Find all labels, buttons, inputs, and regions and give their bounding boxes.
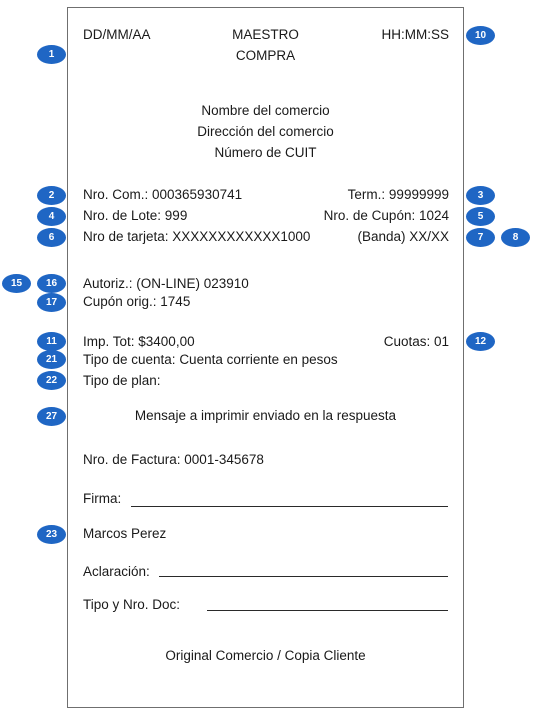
field-term: Term.: 99999999 <box>347 187 449 202</box>
callout-badge: 17 <box>37 293 66 312</box>
callout-badge: 12 <box>466 332 495 351</box>
callout-badge: 22 <box>37 371 66 390</box>
field-lote: Nro. de Lote: 999 <box>83 208 188 223</box>
field-banda: (Banda) XX/XX <box>357 229 449 244</box>
callout-badge: 16 <box>37 274 66 293</box>
callout-badge: 11 <box>37 332 66 351</box>
field-autoriz: Autoriz.: (ON-LINE) 023910 <box>83 276 249 291</box>
callout-badge: 4 <box>37 207 66 226</box>
field-imp-tot: Imp. Tot: $3400,00 <box>83 334 195 349</box>
callout-badge: 8 <box>501 228 530 247</box>
aclaracion-line <box>159 576 448 577</box>
header-time: HH:MM:SS <box>381 27 449 42</box>
callout-badge: 10 <box>466 26 495 45</box>
field-tipo-cuenta: Tipo de cuenta: Cuenta corriente en pesos <box>83 352 338 367</box>
header-transaction-type: COMPRA <box>235 48 296 63</box>
callout-badge: 15 <box>2 274 31 293</box>
callout-badge: 27 <box>37 407 66 426</box>
firma-label: Firma: <box>83 491 122 506</box>
merchant-name: Nombre del comercio <box>201 103 330 118</box>
callout-badge: 1 <box>37 45 66 64</box>
field-tipo-plan: Tipo de plan: <box>83 373 161 388</box>
doc-line <box>207 610 448 611</box>
field-cupon: Nro. de Cupón: 1024 <box>323 208 449 223</box>
cardholder-name: Marcos Perez <box>83 526 167 541</box>
footer-copy-text: Original Comercio / Copia Cliente <box>165 648 366 663</box>
callout-badge: 6 <box>37 228 66 247</box>
callout-badge: 7 <box>466 228 495 247</box>
merchant-cuit: Número de CUIT <box>214 145 317 160</box>
callout-badge: 5 <box>466 207 495 226</box>
callout-badge: 2 <box>37 186 66 205</box>
callout-badge: 21 <box>37 350 66 369</box>
field-nro-com: Nro. Com.: 000365930741 <box>83 187 243 202</box>
aclaracion-label: Aclaración: <box>83 564 150 579</box>
field-factura: Nro. de Factura: 0001-345678 <box>83 452 264 467</box>
header-card-brand: MAESTRO <box>232 27 299 42</box>
field-tarjeta: Nro de tarjeta: XXXXXXXXXXXX1000 <box>83 229 311 244</box>
merchant-address: Dirección del comercio <box>197 124 334 139</box>
field-cuotas: Cuotas: 01 <box>383 334 449 349</box>
callout-badge: 3 <box>466 186 495 205</box>
firma-line <box>131 506 448 507</box>
callout-badge: 23 <box>37 525 66 544</box>
doc-label: Tipo y Nro. Doc: <box>83 597 181 612</box>
header-date: DD/MM/AA <box>83 27 151 42</box>
field-mensaje: Mensaje a imprimir enviado en la respuesta <box>134 408 397 423</box>
field-cupon-orig: Cupón orig.: 1745 <box>83 294 191 309</box>
